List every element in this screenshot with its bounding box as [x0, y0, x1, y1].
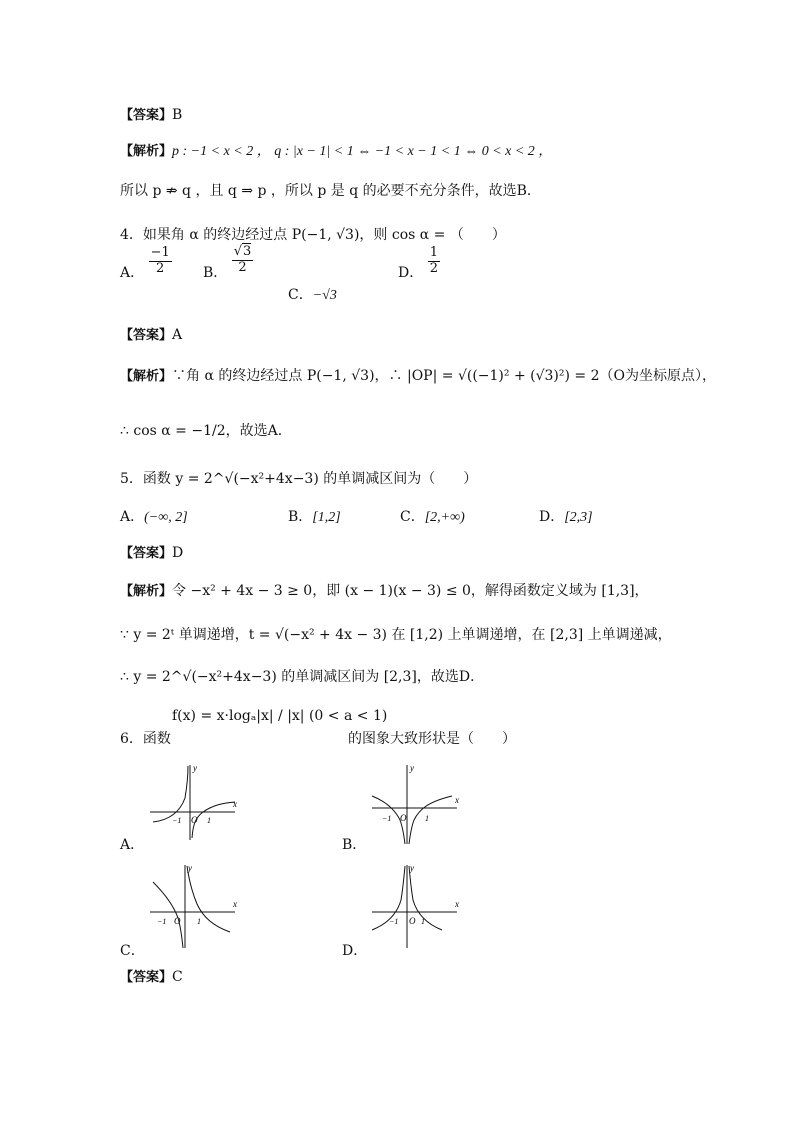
q6-answer-row [120, 966, 183, 985]
option-value: [2,3] [564, 510, 593, 525]
q5-option-c[interactable] [400, 506, 465, 526]
graph-pos1-label: 1 [425, 814, 429, 823]
option-value: [1,2] [312, 510, 341, 525]
q5-option-b[interactable] [288, 506, 341, 526]
q6-option-b-label[interactable]: B． [342, 837, 367, 853]
analysis-text: 令 −x² + 4x − 3 ≥ 0，即 (x − 1)(x − 3) ≤ 0，解得函数定义域为 [1,3]， [172, 583, 649, 599]
analysis-tag: 【解析】 [120, 369, 173, 384]
answer-tag: 【答案】 [120, 108, 173, 123]
q6-graph-d[interactable] [367, 862, 467, 950]
answer-tag: 【答案】 [120, 328, 173, 343]
option-label: D． [398, 265, 424, 281]
q5-analysis-line2: ∵ y = 2ᵗ 单调递增，t = √(−x² + 4x − 3) 在 [1,2) 上单调递增，在 [2,3] 上单调递减， [120, 627, 672, 643]
graph-y-label: y [410, 763, 414, 773]
option-label: D． [539, 509, 565, 525]
option-value: (−∞, 2] [144, 510, 188, 525]
q5-stem: 5．函数 y = 2^√(−x²+4x−3) 的单调减区间为（ ） [120, 471, 478, 487]
option-label: C． [400, 509, 425, 525]
graph-x-label: x [233, 799, 237, 809]
analysis-text: p : −1 < x < 2 ， q : |x − 1| < 1 ⇔ −1 < x − 1 < 1 ⇔ 0 < x < 2 ， [172, 144, 553, 159]
option-fraction: $\frac{√3}{2}$ [233, 244, 252, 275]
graph-pos1-label: 1 [197, 917, 201, 926]
q3-answer-row [120, 104, 182, 123]
option-fraction: $\frac{-1}{2}$ [150, 245, 170, 276]
q5-option-d[interactable] [539, 506, 593, 526]
option-label: B． [203, 265, 228, 281]
graph-origin-label: O [174, 916, 181, 926]
q3-analysis-line2: 所以 p ⇏ q ，且 q ⇒ p ，所以 p 是 q 的必要不充分条件，故选B． [120, 183, 541, 199]
q6-option-a-label[interactable]: A． [120, 837, 145, 853]
graph-origin-label: O [400, 813, 407, 823]
graph-neg1-label: −1 [157, 917, 167, 926]
q6-formula: f(x) = x·logₐ|x| / |x| (0 < a < 1) [172, 708, 388, 724]
q4-option-c[interactable] [288, 284, 337, 304]
option-label: C． [288, 287, 313, 303]
q5-option-a[interactable] [120, 506, 188, 526]
q6-stem-prefix: 6．函数 [120, 731, 171, 747]
q5-analysis-line1 [120, 580, 649, 600]
graph-y-label: y [193, 763, 197, 773]
answer-tag: 【答案】 [120, 970, 173, 985]
q6-stem-suffix: 的图象大致形状是（ ） [348, 731, 516, 747]
graph-pos1-label: 1 [207, 816, 211, 825]
graph-neg1-label: −1 [389, 917, 399, 926]
q5-analysis-line3: ∴ y = 2^√(−x²+4x−3) 的单调减区间为 [2,3]，故选D． [120, 669, 485, 685]
q6-graph-a[interactable] [145, 760, 245, 842]
q4-option-d[interactable] [398, 245, 440, 282]
graph-pos1-label: 1 [421, 917, 425, 926]
q5-answer-row [120, 542, 183, 561]
answer-value: C [172, 969, 183, 985]
q6-graph-c[interactable] [145, 862, 245, 950]
analysis-tag: 【解析】 [120, 584, 173, 599]
option-label: B． [288, 509, 313, 525]
option-value: −√3 [312, 288, 337, 303]
analysis-tag: 【解析】 [120, 144, 173, 159]
graph-x-label: x [455, 795, 459, 805]
q6-option-d-label[interactable]: D． [342, 943, 368, 959]
option-value: [2,+∞) [424, 510, 465, 525]
q4-option-a[interactable] [120, 245, 172, 282]
analysis-text: ∵角 α 的终边经过点 P(−1, √3)，∴ |OP| = √((−1)² + (√3)²) = 2（O为坐标原点）， [172, 368, 716, 384]
graph-origin-label: O [409, 916, 416, 926]
answer-value: A [172, 327, 183, 343]
q3-analysis-line1 [120, 140, 552, 160]
graph-y-label: y [410, 863, 414, 873]
answer-value: D [172, 545, 184, 561]
graph-x-label: x [455, 899, 459, 909]
graph-neg1-label: −1 [172, 816, 182, 825]
graph-x-label: x [233, 899, 237, 909]
graph-origin-label: O [191, 815, 198, 825]
q6-option-c-label[interactable]: C． [120, 943, 145, 959]
q4-analysis-line2: ∴ cos α = −1/2，故选A． [120, 423, 292, 439]
q4-answer-row [120, 324, 182, 343]
q6-graph-b[interactable] [367, 760, 467, 846]
q4-option-b[interactable] [203, 244, 253, 282]
answer-value: B [172, 107, 183, 123]
option-fraction: $\frac{1}{2}$ [429, 245, 438, 276]
option-label: A． [120, 265, 145, 281]
answer-tag: 【答案】 [120, 546, 173, 561]
option-label: A． [120, 509, 145, 525]
graph-y-label: y [188, 863, 192, 873]
graph-neg1-label: −1 [382, 814, 392, 823]
q4-stem: 4．如果角 α 的终边经过点 P(−1, √3)，则 cos α = （ ） [120, 227, 506, 243]
q4-analysis-line1 [120, 365, 716, 385]
